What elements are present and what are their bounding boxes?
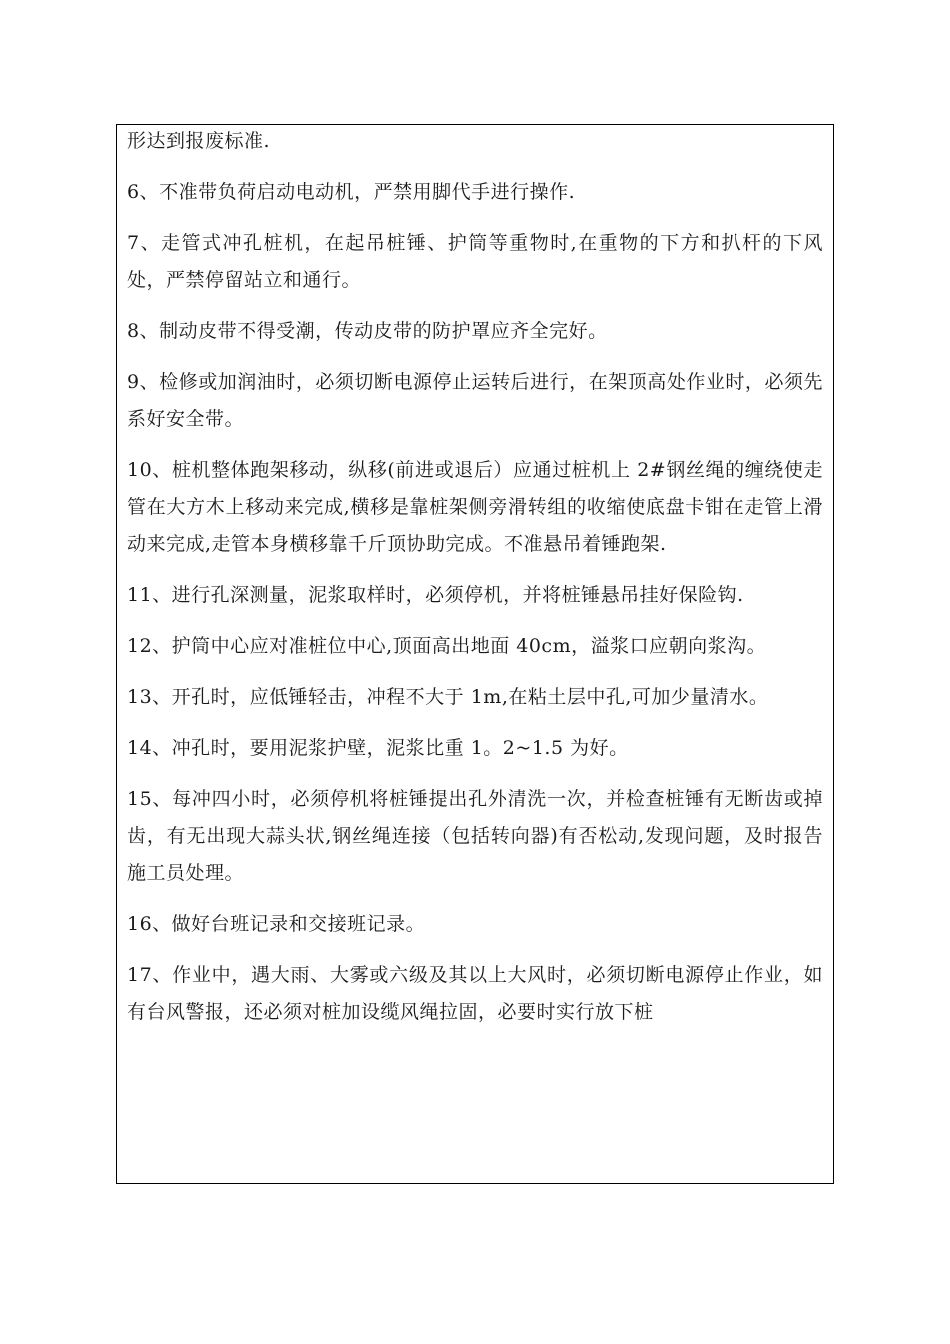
paragraph-item-15: 15、每冲四小时，必须停机将桩锤提出孔外清洗一次，并检查桩锤有无断齿或掉齿，有无出现大蒜头状,钢丝绳连接（包括转向器)有否松动,发现问题，及时报告施工员处理。 bbox=[127, 788, 823, 884]
paragraph-item-7: 7、走管式冲孔桩机，在起吊桩锤、护筒等重物时,在重物的下方和扒杆的下风处，严禁停留站立和通行。 bbox=[127, 232, 823, 291]
paragraph-item-11: 11、进行孔深测量，泥浆取样时，必须停机，并将桩锤悬吊挂好保险钩. bbox=[127, 584, 744, 606]
paragraph-item-9: 9、检修或加润油时，必须切断电源停止运转后进行，在架顶高处作业时，必须先系好安全带。 bbox=[127, 371, 823, 430]
paragraph-item-16: 16、做好台班记录和交接班记录。 bbox=[127, 913, 426, 935]
paragraph-item-17: 17、作业中，遇大雨、大雾或六级及其以上大风时，必须切断电源停止作业，如有台风警报，还必须对桩加设缆风绳拉固，必要时实行放下桩 bbox=[127, 964, 823, 1023]
paragraph-item-10: 10、桩机整体跑架移动，纵移(前进或退后）应通过桩机上 2#钢丝绳的缠绕使走管在大方木上移动来完成,横移是靠桩架侧旁滑转组的收缩使底盘卡钳在走管上滑动来完成,走管本身横移靠千斤顶协助完成。不准悬吊着锤跑架. bbox=[127, 459, 823, 555]
paragraph-continuation: 形达到报废标准. bbox=[127, 130, 271, 152]
paragraph-item-6: 6、不准带负荷启动电动机，严禁用脚代手进行操作. bbox=[127, 181, 576, 203]
paragraph-item-8: 8、制动皮带不得受潮，传动皮带的防护罩应齐全完好。 bbox=[127, 320, 608, 342]
paragraph-item-13: 13、开孔时，应低锤轻击，冲程不大于 1m,在粘土层中孔,可加少量清水。 bbox=[127, 686, 769, 708]
paragraph-item-14: 14、冲孔时，要用泥浆护壁，泥浆比重 1。2~1.5 为好。 bbox=[127, 737, 629, 759]
document-table-cell bbox=[116, 124, 834, 1184]
document-body bbox=[117, 124, 833, 1031]
paragraph-item-12: 12、护筒中心应对准桩位中心,顶面高出地面 40cm，溢浆口应朝向浆沟。 bbox=[127, 635, 767, 657]
